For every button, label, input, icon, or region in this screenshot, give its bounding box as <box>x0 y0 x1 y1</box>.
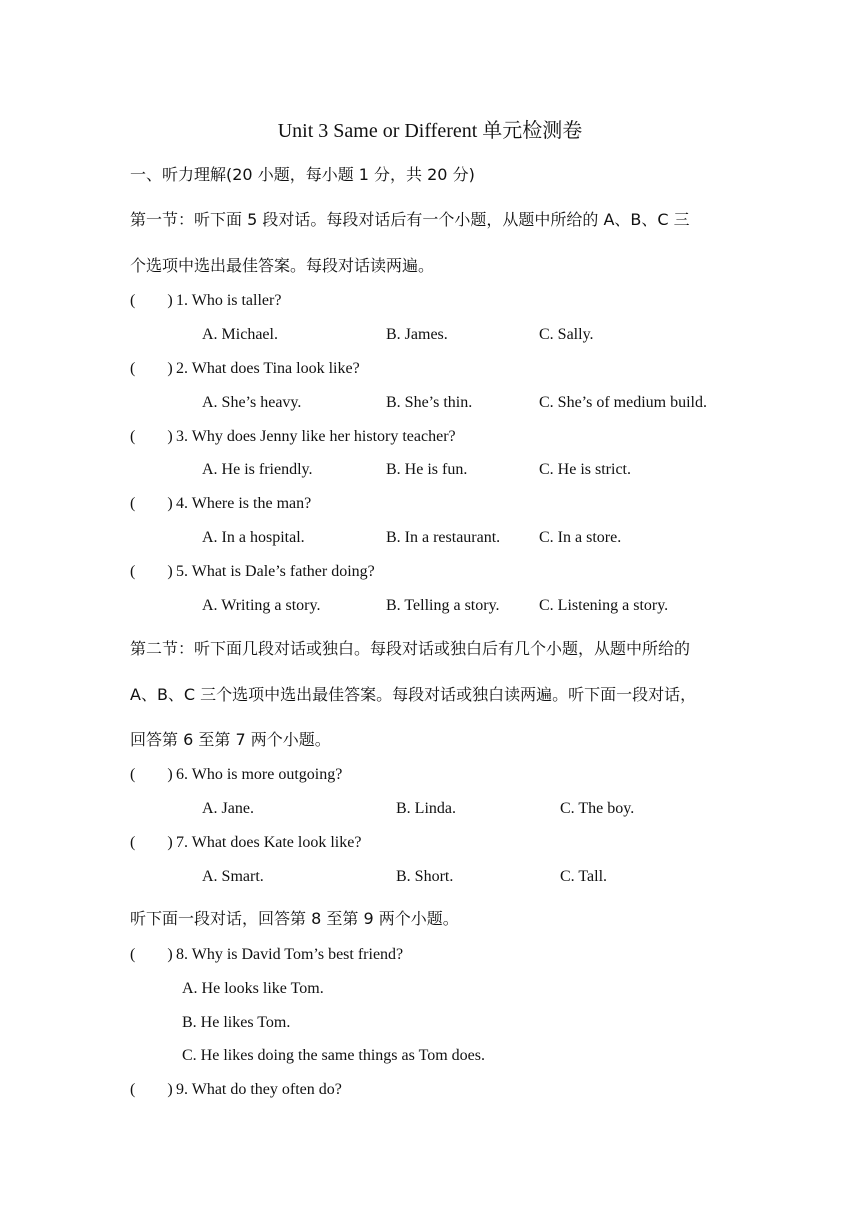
question-7: ( ) 7. What does Kate look like? <box>130 834 362 851</box>
section3-line: 听下面一段对话，回答第 8 至第 9 两个小题。 <box>130 909 459 928</box>
answer-blank[interactable]: ( ) <box>130 766 173 783</box>
option-a: A. In a hospital. <box>202 529 305 546</box>
section1-line1: 第一节：听下面 5 段对话。每段对话后有一个小题，从题中所给的 A、B、C 三 <box>130 210 690 229</box>
section2-line1: 第二节：听下面几段对话或独白。每段对话或独白后有几个小题，从题中所给的 <box>130 639 691 658</box>
option-c: C. He is strict. <box>539 461 631 478</box>
option-c: C. Listening a story. <box>539 597 669 614</box>
answer-blank[interactable]: ( ) <box>130 292 173 309</box>
option-b: B. Linda. <box>396 800 456 817</box>
option-c: C. The boy. <box>560 800 635 817</box>
option-a: A. Jane. <box>202 800 254 817</box>
option-b: B. In a restaurant. <box>386 529 501 546</box>
question-4: ( ) 4. Where is the man? <box>130 495 312 512</box>
question-8: ( ) 8. Why is David Tom’s best friend? <box>130 946 404 963</box>
option-b: B. Telling a story. <box>386 597 500 614</box>
answer-blank[interactable]: ( ) <box>130 946 173 963</box>
question-9: ( ) 9. What do they often do? <box>130 1081 342 1098</box>
option-a: A. Michael. <box>202 326 278 343</box>
option-b: B. He likes Tom. <box>182 1014 291 1031</box>
option-b: B. James. <box>386 326 448 343</box>
option-b: B. Short. <box>396 868 454 885</box>
option-a: A. She’s heavy. <box>202 394 302 411</box>
answer-blank[interactable]: ( ) <box>130 563 173 580</box>
option-c: C. She’s of medium build. <box>539 394 707 411</box>
question-2: ( ) 2. What does Tina look like? <box>130 360 360 377</box>
section2-line3: 回答第 6 至第 7 两个小题。 <box>130 730 331 749</box>
section1-line2: 个选项中选出最佳答案。每段对话读两遍。 <box>130 256 435 275</box>
answer-blank[interactable]: ( ) <box>130 834 173 851</box>
option-c: C. He likes doing the same things as Tom does. <box>182 1047 485 1064</box>
answer-blank[interactable]: ( ) <box>130 495 173 512</box>
option-a: A. Writing a story. <box>202 597 321 614</box>
part1-heading: 一、听力理解(20 小题，每小题 1 分，共 20 分) <box>130 165 475 184</box>
question-1: ( ) 1. Who is taller? <box>130 292 282 309</box>
answer-blank[interactable]: ( ) <box>130 1081 173 1098</box>
question-3: ( ) 3. Why does Jenny like her history teacher? <box>130 428 456 445</box>
option-b: B. He is fun. <box>386 461 468 478</box>
option-a: A. Smart. <box>202 868 264 885</box>
question-5: ( ) 5. What is Dale’s father doing? <box>130 563 375 580</box>
option-a: A. He looks like Tom. <box>182 980 324 997</box>
section2-line2: A、B、C 三个选项中选出最佳答案。每段对话或独白读两遍。听下面一段对话， <box>130 685 697 704</box>
page-title: Unit 3 Same or Different 单元检测卷 <box>277 120 583 142</box>
answer-blank[interactable]: ( ) <box>130 428 173 445</box>
option-c: C. In a store. <box>539 529 622 546</box>
answer-blank[interactable]: ( ) <box>130 360 173 377</box>
option-c: C. Sally. <box>539 326 594 343</box>
option-a: A. He is friendly. <box>202 461 313 478</box>
question-6: ( ) 6. Who is more outgoing? <box>130 766 343 783</box>
option-c: C. Tall. <box>560 868 608 885</box>
option-b: B. She’s thin. <box>386 394 473 411</box>
